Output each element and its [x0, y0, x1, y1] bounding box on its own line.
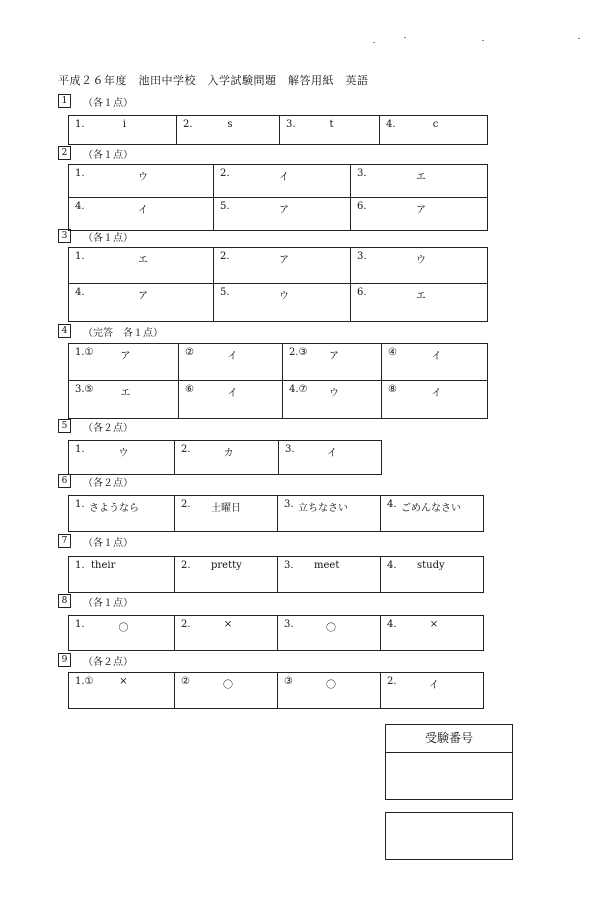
question-number: 1.: [75, 251, 85, 262]
section-number: 1: [58, 94, 71, 108]
scan-speck: [404, 37, 406, 38]
answer-cell: [175, 616, 278, 651]
section-points: （各１点）: [83, 597, 133, 609]
question-number: 3.: [357, 168, 367, 179]
answer-cell: [381, 673, 484, 709]
question-number: 6.: [357, 287, 367, 298]
answer-text: 〇: [326, 623, 336, 634]
answer-cell: [380, 116, 488, 145]
answer-cell: [381, 557, 484, 593]
question-number: 2.③: [289, 347, 308, 358]
answer-cell: [69, 496, 175, 532]
question-number: ④: [388, 347, 397, 358]
answer-cell: [283, 344, 382, 381]
answer-text: エ: [120, 388, 131, 399]
section-6-answer-table: [68, 495, 484, 532]
section-number: 8: [58, 594, 71, 608]
answer-text: イ: [279, 172, 289, 183]
answer-text: ア: [120, 351, 131, 362]
section-4-answer-table: [68, 343, 488, 419]
exam-number-box: [385, 724, 513, 800]
answer-row: [69, 198, 488, 231]
section-4-header: [58, 324, 163, 338]
question-number: 2.: [181, 444, 191, 455]
answer-text: ウ: [138, 172, 148, 183]
answer-text: ウ: [279, 291, 289, 302]
section-number: 6: [58, 474, 71, 488]
answer-cell: [69, 673, 175, 709]
answer-text: さようなら: [89, 503, 139, 514]
question-number: 4.⑦: [289, 384, 308, 395]
scan-speck: [373, 42, 375, 43]
section-2-header: [58, 146, 133, 160]
answer-cell: [382, 381, 488, 419]
answer-row: [69, 284, 488, 322]
answer-row: [69, 165, 488, 198]
answer-text: カ: [223, 448, 234, 459]
question-number: 5.: [220, 287, 230, 298]
question-number: 1.①: [75, 676, 94, 687]
answer-text: イ: [227, 388, 238, 399]
question-number: 1.: [75, 499, 85, 510]
answer-cell: [214, 165, 351, 198]
question-number: 2.: [183, 119, 193, 130]
answer-cell: [214, 284, 351, 322]
answer-text: i: [122, 119, 127, 130]
answer-text: ウ: [118, 448, 129, 459]
question-number: 3.: [357, 251, 367, 262]
question-number: 2.: [181, 560, 191, 571]
sheet-title: 平成２６年度 池田中学校 入学試験問題 解答用紙 英語: [58, 74, 369, 87]
answer-text: ア: [279, 255, 289, 266]
answer-cell: [69, 248, 214, 284]
question-number: 4.: [75, 287, 85, 298]
question-number: 5.: [220, 201, 230, 212]
answer-text: イ: [431, 388, 442, 399]
question-number: 2.: [220, 251, 230, 262]
answer-text: イ: [227, 351, 238, 362]
answer-text: エ: [138, 255, 148, 266]
section-points: （各１点）: [83, 232, 133, 244]
answer-text: イ: [138, 205, 148, 216]
answer-cell: [179, 381, 283, 419]
answer-row: [69, 381, 488, 419]
section-8-answer-table: [68, 615, 484, 651]
answer-cell: [381, 616, 484, 651]
question-number: 1.: [75, 168, 85, 179]
question-number: 6.: [357, 201, 367, 212]
answer-text: 〇: [326, 680, 336, 691]
section-points: （各２点）: [83, 422, 133, 434]
question-number: 2.: [387, 676, 397, 687]
question-number: 1.①: [75, 347, 94, 358]
answer-text: s: [227, 119, 233, 130]
answer-cell: [382, 344, 488, 381]
scan-speck: [482, 40, 484, 41]
section-1-header: [58, 94, 133, 108]
question-number: ②: [181, 676, 190, 687]
answer-text: 立ちなさい: [298, 503, 348, 514]
question-number: 1.: [75, 119, 85, 130]
section-7-header: [58, 534, 133, 548]
answer-cell: [69, 284, 214, 322]
section-points: （各２点）: [83, 656, 133, 668]
answer-cell: [351, 165, 488, 198]
question-number: 1.: [75, 560, 85, 571]
question-number: 1.: [75, 619, 85, 630]
answer-cell: [69, 116, 177, 145]
section-points: （各１点）: [83, 537, 133, 549]
answer-row: [69, 441, 382, 475]
question-number: ⑥: [185, 384, 194, 395]
section-number: 7: [58, 534, 71, 548]
answer-text: t: [329, 119, 334, 130]
answer-text: イ: [327, 448, 337, 459]
answer-cell: [280, 116, 380, 145]
question-number: 2.: [220, 168, 230, 179]
answer-text: 土曜日: [211, 503, 241, 514]
answer-cell: [175, 441, 279, 475]
section-7-answer-table: [68, 556, 484, 593]
answer-cell: [214, 248, 351, 284]
answer-row: [69, 248, 488, 284]
section-points: （各１点）: [83, 149, 133, 161]
section-number: 9: [58, 653, 71, 667]
answer-cell: [283, 381, 382, 419]
answer-cell: [69, 616, 175, 651]
exam-number-label: 受験番号: [386, 725, 512, 753]
answer-cell: [175, 496, 278, 532]
section-number: 3: [58, 229, 71, 243]
answer-cell: [351, 248, 488, 284]
section-9-answer-table: [68, 672, 484, 709]
section-1-answer-table: [68, 115, 488, 145]
answer-text: ×: [119, 676, 128, 687]
answer-text: meet: [314, 560, 340, 571]
section-5-header: [58, 419, 133, 433]
answer-text: c: [432, 119, 439, 130]
answer-row: [69, 496, 484, 532]
answer-cell: [175, 673, 278, 709]
answer-cell: [69, 198, 214, 231]
question-number: ②: [185, 347, 194, 358]
answer-row: [69, 616, 484, 651]
answer-text: エ: [416, 291, 426, 302]
answer-text: ×: [223, 619, 233, 630]
scan-speck: [578, 38, 580, 39]
section-points: （各２点）: [83, 477, 133, 489]
question-number: 4.: [387, 499, 397, 510]
answer-text: ウ: [416, 255, 426, 266]
answer-cell: [69, 165, 214, 198]
section-6-header: [58, 474, 133, 488]
question-number: 3.: [284, 560, 294, 571]
section-number: 2: [58, 146, 71, 160]
answer-text: pretty: [211, 560, 242, 571]
answer-cell: [351, 284, 488, 322]
section-5-answer-table: [68, 440, 382, 475]
section-9-header: [58, 653, 133, 667]
exam-number-field[interactable]: [386, 753, 512, 799]
answer-cell: [69, 557, 175, 593]
answer-cell: [351, 198, 488, 231]
answer-text: イ: [431, 351, 442, 362]
question-number: 1.: [75, 444, 85, 455]
answer-cell: [179, 344, 283, 381]
question-number: 3.: [286, 119, 296, 130]
section-number: 4: [58, 324, 71, 338]
question-number: 4.: [387, 619, 397, 630]
answer-text: ア: [279, 205, 289, 216]
answer-cell: [279, 441, 382, 475]
answer-cell: [278, 673, 381, 709]
question-number: 2.: [181, 499, 191, 510]
question-number: 3.: [284, 619, 294, 630]
section-2-answer-table: [68, 164, 488, 231]
section-8-header: [58, 594, 133, 608]
answer-cell: [69, 381, 179, 419]
section-number: 5: [58, 419, 71, 433]
section-points: （各１点）: [83, 97, 133, 109]
answer-text: ウ: [329, 388, 339, 399]
section-3-answer-table: [68, 247, 488, 322]
answer-text: 〇: [118, 623, 129, 634]
answer-row: [69, 673, 484, 709]
question-number: 3.: [285, 444, 295, 455]
question-number: 4.: [386, 119, 396, 130]
question-number: ③: [284, 676, 293, 687]
question-number: 4.: [75, 201, 85, 212]
answer-cell: [278, 496, 381, 532]
answer-cell: [381, 496, 484, 532]
section-3-header: [58, 229, 133, 243]
question-number: 3.⑤: [75, 384, 94, 395]
question-number: 2.: [181, 619, 191, 630]
question-number: 4.: [387, 560, 397, 571]
answer-text: 〇: [223, 680, 233, 691]
answer-cell: [175, 557, 278, 593]
answer-cell: [278, 557, 381, 593]
answer-row: [69, 344, 488, 381]
section-points: （完答 各１点）: [83, 327, 163, 339]
answer-cell: [69, 441, 175, 475]
answer-text: their: [91, 560, 116, 571]
answer-text: study: [417, 560, 445, 571]
answer-cell: [69, 344, 179, 381]
answer-text: ごめんなさい: [401, 503, 461, 514]
question-number: ⑧: [388, 384, 397, 395]
score-box[interactable]: [385, 812, 513, 860]
answer-row: [69, 557, 484, 593]
answer-text: ア: [416, 205, 426, 216]
answer-cell: [214, 198, 351, 231]
answer-text: ア: [329, 351, 339, 362]
answer-cell: [177, 116, 280, 145]
answer-row: [69, 116, 488, 145]
answer-cell: [278, 616, 381, 651]
question-number: 3.: [284, 499, 294, 510]
answer-text: ×: [429, 619, 439, 630]
answer-text: イ: [429, 680, 439, 691]
answer-text: ア: [138, 291, 148, 302]
answer-text: エ: [416, 172, 426, 183]
